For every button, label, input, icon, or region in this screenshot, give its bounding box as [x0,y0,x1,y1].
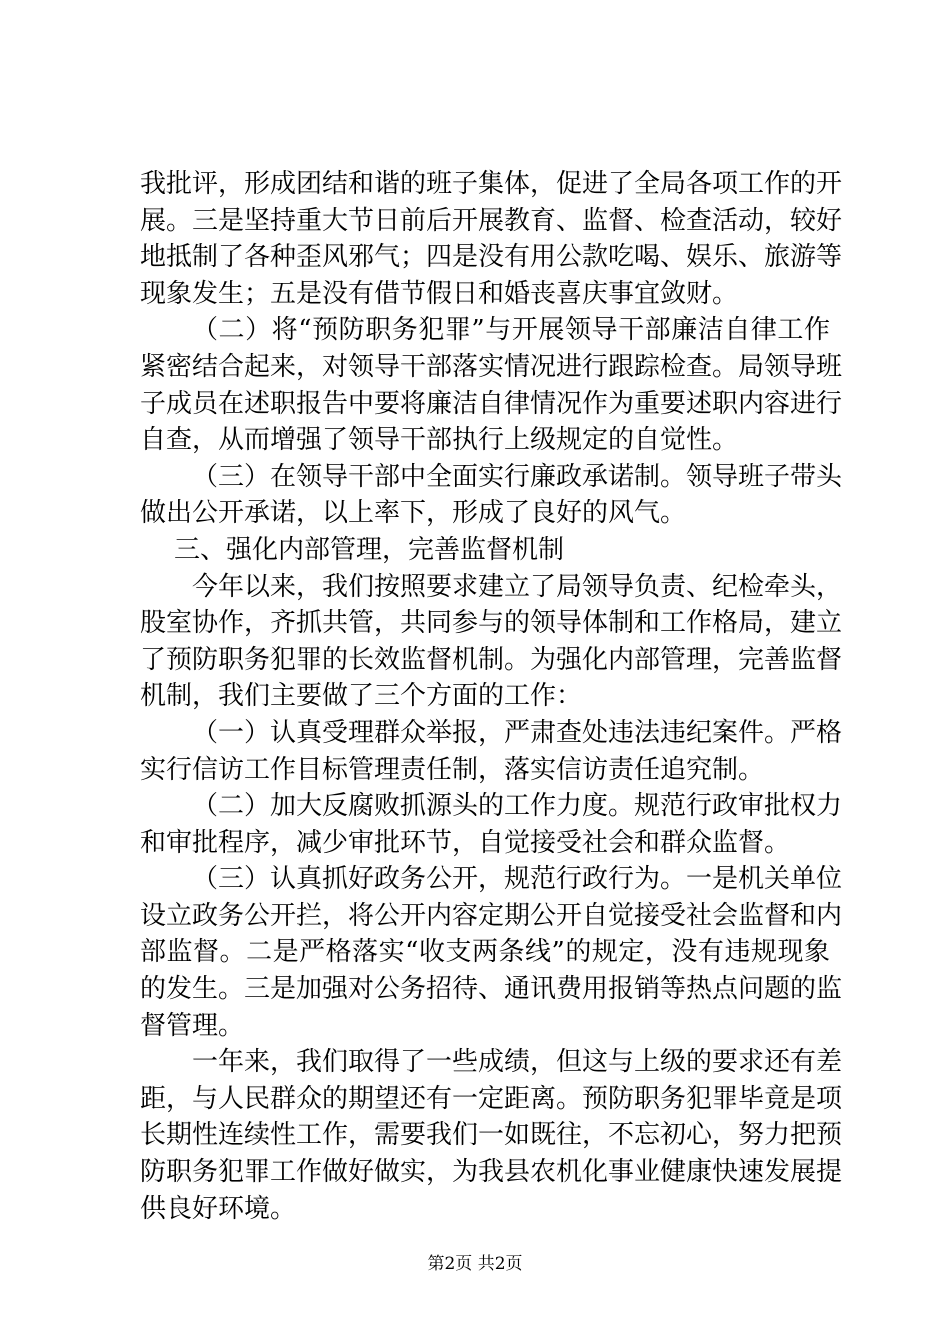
text-line: 长期性连续性工作，需要我们一如既往，不忘初心，努力把预 [140,1120,843,1151]
text-line: 防职务犯罪工作做好做实，为我县农机化事业健康快速发展提 [140,1157,843,1188]
text-line: 地抵制了各种歪风邪气；四是没有用公款吃喝、娱乐、旅游等 [140,242,843,273]
paragraph-first-line: （二）加大反腐败抓源头的工作力度。规范行政审批权力 [192,791,843,822]
paragraph-first-line: 今年以来，我们按照要求建立了局领导负责、纪检牵头， [192,571,843,602]
text-line: 机制，我们主要做了三个方面的工作： [140,681,583,712]
text-line: 自查，从而增强了领导干部执行上级规定的自觉性。 [140,425,739,456]
text-line: 现象发生；五是没有借节假日和婚丧喜庆事宜敛财。 [140,278,739,309]
text-line: 了预防职务犯罪的长效监督机制。为强化内部管理，完善监督 [140,644,843,675]
text-line: 和审批程序，减少审批环节，自觉接受社会和群众监督。 [140,827,791,858]
text-line: 督管理。 [140,1010,245,1041]
text-line: 展。三是坚持重大节日前后开展教育、监督、检查活动，较好 [140,205,843,236]
paragraph-first-line: （三）在领导干部中全面实行廉政承诺制。领导班子带头 [192,461,843,492]
text-line: 的发生。三是加强对公务招待、通讯费用报销等热点问题的监 [140,974,843,1005]
paragraph-first-line: 一年来，我们取得了一些成绩，但这与上级的要求还有差 [192,1047,843,1078]
text-line: 股室协作，齐抓共管，共同参与的领导体制和工作格局，建立 [140,608,843,639]
text-line: 紧密结合起来，对领导干部落实情况进行跟踪检查。局领导班 [140,351,843,382]
page-number-footer: 第2页 共2页 [427,1254,523,1274]
text-line: 距，与人民群众的期望还有一定距离。预防职务犯罪毕竟是项 [140,1083,843,1114]
text-line: 子成员在述职报告中要将廉洁自律情况作为重要述职内容进行 [140,388,843,419]
paragraph-first-line: （一）认真受理群众举报，严肃查处违法违纪案件。严格 [192,717,843,748]
text-line: 我批评，形成团结和谐的班子集体，促进了全局各项工作的开 [140,169,843,199]
text-line: 实行信访工作目标管理责任制，落实信访责任追究制。 [140,754,765,785]
text-line: 设立政务公开拦，将公开内容定期公开自觉接受社会监督和内 [140,900,843,931]
paragraph-first-line: （三）认真抓好政务公开，规范行政行为。一是机关单位 [192,864,843,895]
text-line: 做出公开承诺，以上率下，形成了良好的风气。 [140,498,687,529]
document-body [140,166,843,1227]
paragraph-first-line: （二）将“预防职务犯罪”与开展领导干部廉洁自律工作 [192,315,830,346]
text-line: 供良好环境。 [140,1193,297,1224]
section-heading: 三、强化内部管理，完善监督机制 [174,534,565,565]
text-line: 部监督。二是严格落实“收支两条线”的规定，没有违规现象 [140,937,830,968]
